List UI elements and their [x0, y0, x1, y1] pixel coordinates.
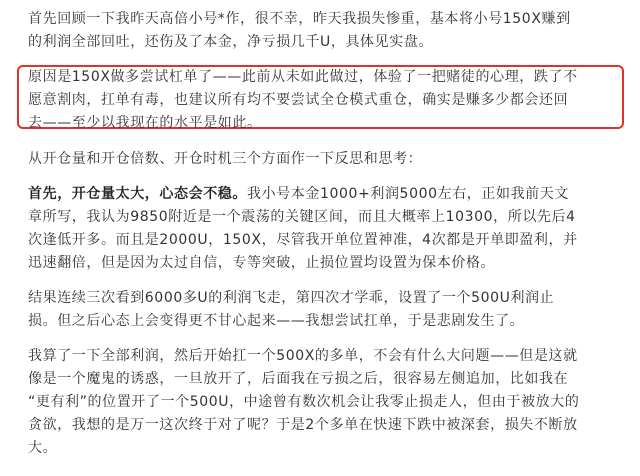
text-line: 的利润全部回吐，还伤及了本金，净亏损几千U，具体见实盘。 [28, 34, 434, 50]
text-line: “更有利”的位置开了一个500U，中途曾有数次机会让我零止损走人，但由于被放大的 [28, 394, 580, 410]
paragraph-reason-highlighted [28, 66, 622, 135]
text-line: 我算了一下全部利润，然后开始扛一个500X的多单，不会有什么大问题——但是这就 [28, 348, 578, 364]
paragraph-result [28, 287, 622, 333]
paragraph-recap [28, 8, 622, 54]
text-line: 像是一个魔鬼的诱惑，一旦放开了，后面我在亏损之后，很容易左侧追加，比如我在 [28, 371, 569, 387]
text-line: 首先回顾一下我昨天高倍小号*作，很不幸，昨天我损失惨重，基本将小号150X赚到 [28, 11, 571, 27]
text-line: 去——至少以我现在的水平是如此。 [28, 115, 262, 131]
text-line: 大。 [28, 440, 58, 456]
text-line: 迅速翻倍，但是因为太过自信，专等突破，止损位置均设置为保本价格。 [28, 255, 496, 271]
text-line: 愿意割肉，扛单有毒，也建议所有均不要尝试全仓模式重仓，确实是赚多少都会还回 [28, 92, 569, 108]
text-fragment: 我小号本金1000+利润5000左右，正如我前天文 [247, 186, 569, 202]
text-line [28, 183, 622, 206]
text-line: 结果连续三次看到6000多U的利润飞走，第四次才学乖，设置了一个500U利润止 [28, 290, 555, 306]
paragraph-calculation [28, 345, 622, 460]
text-line: 从开仓量和开仓倍数、开仓时机三个方面作一下反思和思考： [28, 151, 423, 167]
bold-heading: 首先，开仓量太大，心态会不稳。 [28, 186, 247, 202]
text-line: 贪欲，我想的是万一这次终于对了呢？于是2个多单在快速下跌中被深套，损失不断放 [28, 417, 578, 433]
text-line: 原因是150X做多尝试杠单了——此前从未如此做过，体验了一把赌徒的心理，跌了不 [28, 69, 578, 85]
paragraph-reflection-intro [28, 148, 622, 171]
text-line: 章所写，我认为9850附近是一个震荡的关键区间，而且大概率上10300，所以先后4 [28, 209, 576, 225]
text-line: 次逢低开多。而且是2000U，150X，尽管我开单位置神准，4次都是开单即盈利，并 [28, 232, 578, 248]
text-line: 损。但之后心态上会变得更不甘心起来——我想尝试扛单，于是悲剧发生了。 [28, 313, 525, 329]
paragraph-position-size [28, 183, 622, 275]
